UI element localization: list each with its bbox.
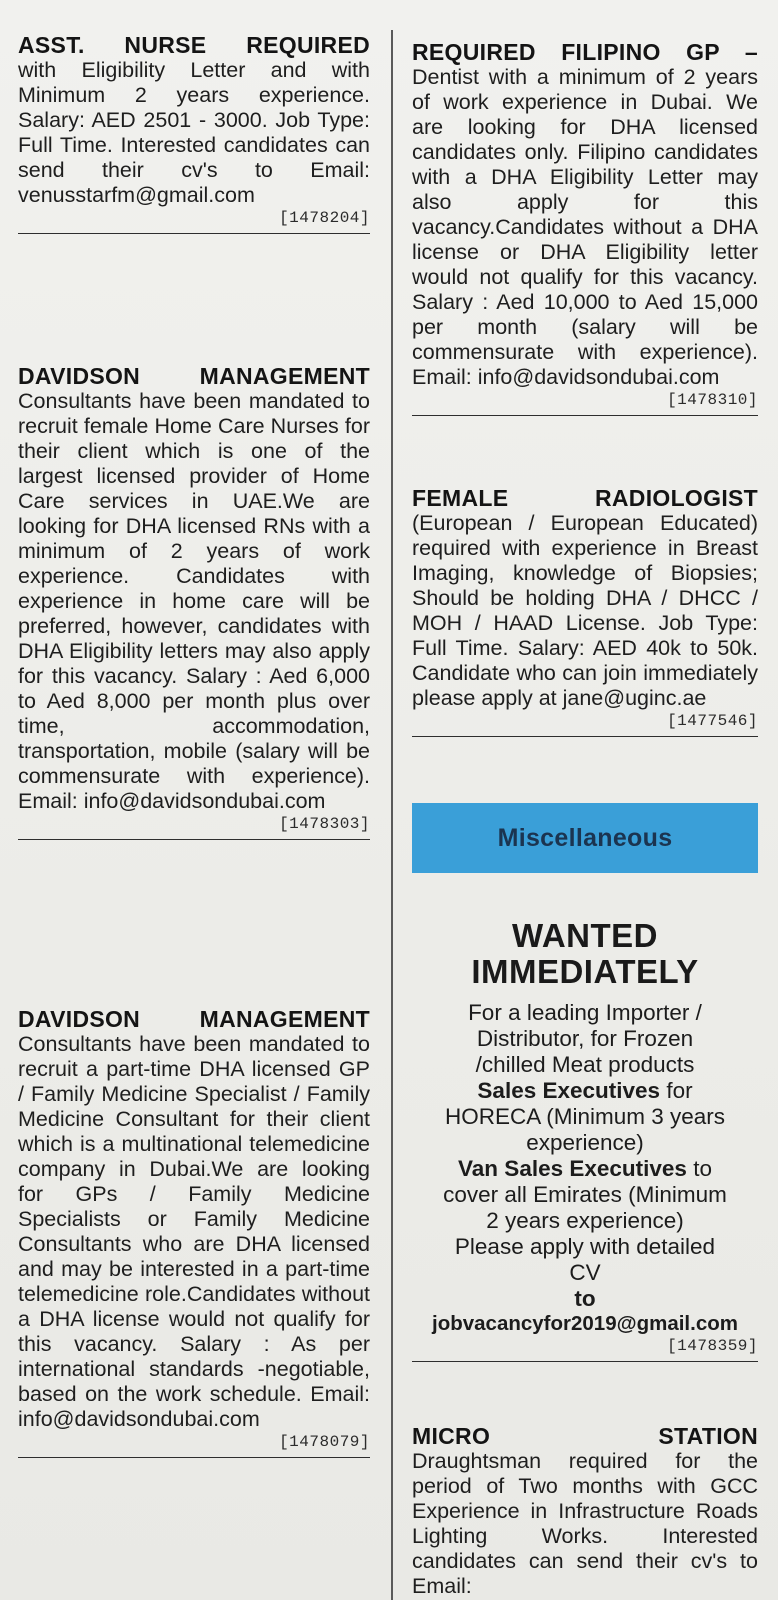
wanted-apply-line: Please apply with detailed bbox=[454, 1234, 716, 1259]
wanted-role-van-sales bbox=[412, 1156, 758, 1182]
ad-asst-nurse bbox=[18, 33, 370, 234]
ad-davidson-home-care bbox=[18, 364, 370, 840]
wanted-to: to bbox=[574, 1286, 596, 1311]
ad-heading: MICRO STATION bbox=[412, 1423, 758, 1449]
ad-reference-number: [1478079] bbox=[279, 1433, 370, 1451]
role-suffix: to bbox=[686, 1156, 712, 1181]
ad-reference-number: [1477546] bbox=[667, 712, 758, 730]
ad-heading: ASST. NURSE REQUIRED bbox=[18, 32, 370, 58]
ad-heading: DAVIDSON MANAGEMENT bbox=[18, 1006, 370, 1032]
ad-body: Consultants have been mandated to recruit a part-time DHA licensed GP / Family Medicine Specialist / Family Medicine Consultant for their client which is a multinational telemedicine company in Dubai.We are looking for GPs / Family Medicine Specialists or Family Medicine Consultants who are DHA licensed and may be interested in a part-time telemedicine role.Candidates without a DHA license would not qualify for this vacancy. Salary : As per international standards -negotiable, based on the work schedule. Email: info@davidsondubai.com bbox=[18, 1032, 370, 1431]
ad-body: Draughtsman required for the period of Two months with GCC Experience in Infrastructure Roads Lighting Works. Interested candidates can send their cv's to Email: bbox=[412, 1449, 758, 1598]
ad-heading: FEMALE RADIOLOGIST bbox=[412, 485, 758, 511]
ad-separator bbox=[18, 839, 370, 840]
ad-heading: REQUIRED FILIPINO GP – bbox=[412, 39, 758, 65]
wanted-email: jobvacancyfor2019@gmail.com bbox=[432, 1312, 738, 1335]
wanted-intro-line: /chilled Meat products bbox=[475, 1052, 695, 1077]
ad-davidson-telemedicine bbox=[18, 1007, 370, 1458]
ad-separator bbox=[18, 233, 370, 234]
ad-body: Dentist with a minimum of 2 years of work experience in Dubai. We are looking for DHA licensed candidates only. Filipino candidates with a DHA Eligibility Letter may also apply for this vacancy.Candidates without a DHA license or DHA Eligibility letter would not qualify for this vacancy. Salary : Aed 10,000 to Aed 15,000 per month (salary will be commensurate with experience). Email: info@davidsondubai.com bbox=[412, 65, 758, 389]
column-divider bbox=[391, 30, 393, 1600]
ad-reference-number: [1478310] bbox=[667, 391, 758, 409]
ad-body: Consultants have been mandated to recruit female Home Care Nurses for their client which is one of the largest licensed provider of Home Care services in UAE.We are looking for DHA licensed RNs with a minimum of 2 years of work experience. Candidates with experience in home care will be preferred, however, candidates with DHA Eligibility letters may also apply for this vacancy. Salary : Aed 6,000 to Aed 8,000 per month plus over time, accommodation, transportation, mobile (salary will be commensurate with experience). Email: info@davidsondubai.com bbox=[18, 389, 370, 813]
ad-filipino-gp bbox=[412, 40, 758, 416]
wanted-intro-line: Distributor, for Frozen bbox=[476, 1026, 694, 1051]
wanted-role-sales bbox=[412, 1078, 758, 1104]
ad-body: with Eligibility Letter and with Minimum 2 years experience. Salary: AED 2501 - 3000. Job Type: Full Time. Interested candidates can send their cv's to Email: venusstarfm@gmail.com bbox=[18, 58, 370, 207]
ad-separator bbox=[412, 736, 758, 737]
wanted-title-line-2: IMMEDIATELY bbox=[471, 953, 699, 990]
wanted-role-detail: HORECA (Minimum 3 years bbox=[444, 1104, 726, 1129]
ad-reference-number: [1478204] bbox=[279, 209, 370, 227]
ad-heading: DAVIDSON MANAGEMENT bbox=[18, 363, 370, 389]
ad-separator bbox=[18, 1457, 370, 1458]
ad-reference-number: [1478303] bbox=[279, 815, 370, 833]
ad-wanted-immediately bbox=[412, 918, 758, 1362]
section-banner-miscellaneous bbox=[412, 803, 758, 873]
role-title: Sales Executives bbox=[477, 1078, 661, 1103]
role-title: Van Sales Executives bbox=[458, 1156, 687, 1181]
wanted-role-detail: experience) bbox=[526, 1130, 644, 1155]
wanted-apply-line: CV bbox=[569, 1260, 601, 1285]
ad-micro-station bbox=[412, 1424, 758, 1599]
ad-female-radiologist bbox=[412, 486, 758, 737]
wanted-role-detail: 2 years experience) bbox=[486, 1208, 684, 1233]
wanted-role-detail: cover all Emirates (Minimum bbox=[443, 1182, 727, 1207]
role-suffix: for bbox=[660, 1078, 693, 1103]
wanted-intro-line: For a leading Importer / bbox=[468, 1000, 702, 1025]
ad-separator bbox=[412, 1361, 758, 1362]
ad-reference-number: [1478359] bbox=[667, 1337, 758, 1355]
wanted-title-line-1: WANTED bbox=[512, 917, 658, 954]
section-banner-label: Miscellaneous bbox=[497, 823, 673, 852]
ad-separator bbox=[412, 415, 758, 416]
ad-body: (European / European Educated) required with experience in Breast Imaging, knowledge of Biopsies; Should be holding DHA / DHCC / MOH / HAAD License. Job Type: Full Time. Salary: AED 40k to 50k. Candidate who can join immediately please apply at jane@uginc.ae bbox=[412, 511, 758, 710]
